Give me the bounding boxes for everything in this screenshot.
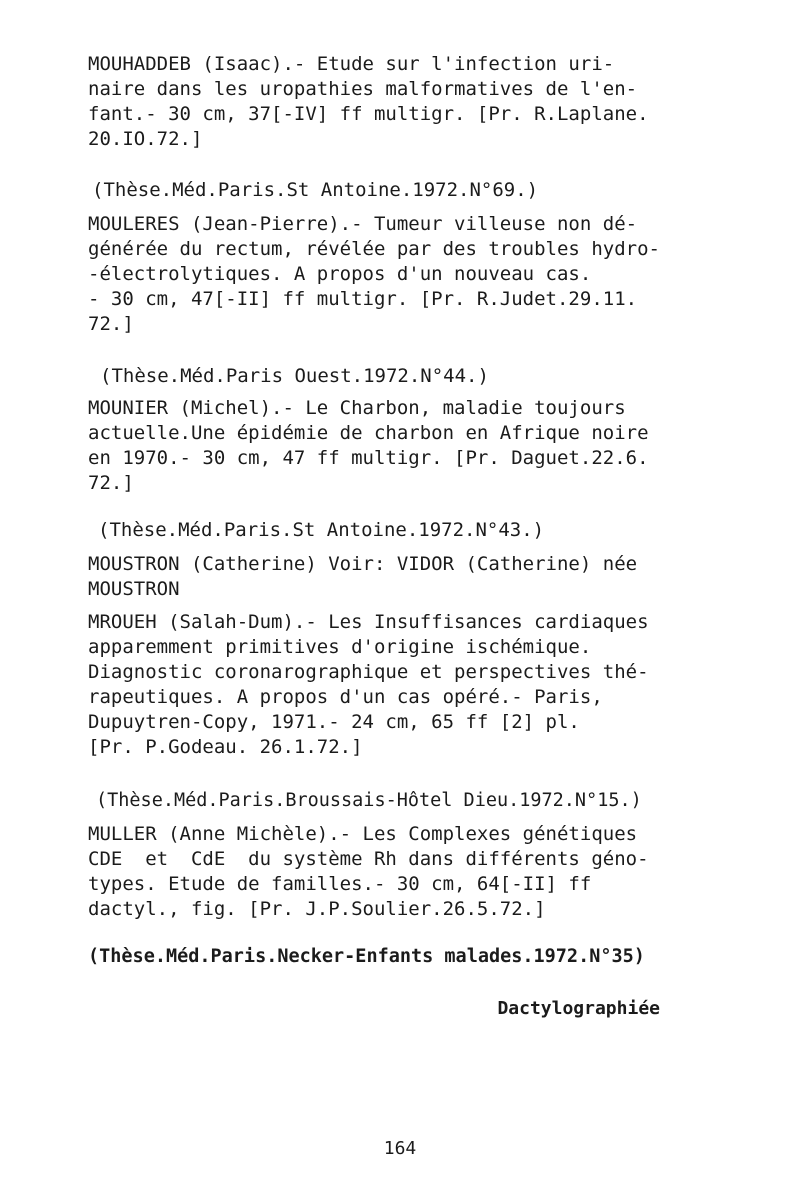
thesis-reference: (Thèse.Méd.Paris.St Antoine.1972.N°69.): [92, 179, 539, 201]
page-number: 164: [383, 1138, 417, 1159]
cross-reference-entry: [88, 552, 713, 602]
entry-line: MOUSTRON (Catherine) Voir: VIDOR (Catherine) née: [88, 553, 638, 575]
entry-line: CDE et CdE du système Rh dans différents géno-: [88, 848, 649, 870]
entry-line: naire dans les uropathies malformatives de l'en-: [88, 78, 638, 100]
entry-line: - 30 cm, 47[-II] ff multigr. [Pr. R.Judet.29.11.: [88, 288, 638, 310]
thesis-reference: (Thèse.Méd.Paris.St Antoine.1972.N°43.): [98, 519, 545, 541]
entry-line: 20.IO.72.]: [88, 128, 203, 150]
entry-line: apparemment primitives d'origine ischémique.: [88, 636, 592, 658]
entry-line: MOUSTRON: [88, 578, 180, 600]
entry-line: fant.- 30 cm, 37[-IV] ff multigr. [Pr. R.Laplane.: [88, 103, 649, 125]
entry-line: 72.]: [88, 313, 134, 335]
entry-line: MOUNIER (Michel).- Le Charbon, maladie toujours: [88, 397, 626, 419]
bibliographic-entry: [88, 822, 713, 922]
entry-line: MOULERES (Jean-Pierre).- Tumeur villeuse non dé-: [88, 213, 638, 235]
thesis-reference: (Thèse.Méd.Paris Ouest.1972.N°44.): [100, 365, 489, 387]
bibliographic-entry: [88, 52, 713, 152]
bibliographic-entry: [88, 396, 713, 496]
entry-line: MULLER (Anne Michèle).- Les Complexes génétiques: [88, 823, 638, 845]
format-note: Dactylographiée: [497, 998, 660, 1019]
thesis-reference: (Thèse.Méd.Paris.Broussais-Hôtel Dieu.1972.N°15.): [96, 790, 642, 811]
entry-line: Dupuytren-Copy, 1971.- 24 cm, 65 ff [2] pl.: [88, 711, 580, 733]
entry-line: rapeutiques. A propos d'un cas opéré.- Paris,: [88, 686, 603, 708]
entry-line: 72.]: [88, 472, 134, 494]
entry-line: MROUEH (Salah-Dum).- Les Insuffisances cardiaques: [88, 611, 649, 633]
entry-line: types. Etude de familles.- 30 cm, 64[-II] ff: [88, 873, 592, 895]
entry-line: [Pr. P.Godeau. 26.1.72.]: [88, 736, 363, 758]
entry-line: MOUHADDEB (Isaac).- Etude sur l'infection uri-: [88, 53, 615, 75]
bibliographic-entry: [88, 212, 713, 337]
entry-line: en 1970.- 30 cm, 47 ff multigr. [Pr. Daguet.22.6.: [88, 447, 649, 469]
entry-line: générée du rectum, révélée par des troubles hydro-: [88, 238, 660, 260]
bibliographic-entry: [88, 610, 713, 760]
entry-line: actuelle.Une épidémie de charbon en Afrique noire: [88, 422, 649, 444]
thesis-reference: (Thèse.Méd.Paris.Necker-Enfants malades.1972.N°35): [88, 946, 645, 967]
entry-line: dactyl., fig. [Pr. J.P.Soulier.26.5.72.]: [88, 898, 546, 920]
entry-line: -électrolytiques. A propos d'un nouveau cas.: [88, 263, 592, 285]
entry-line: Diagnostic coronarographique et perspectives thé-: [88, 661, 649, 683]
